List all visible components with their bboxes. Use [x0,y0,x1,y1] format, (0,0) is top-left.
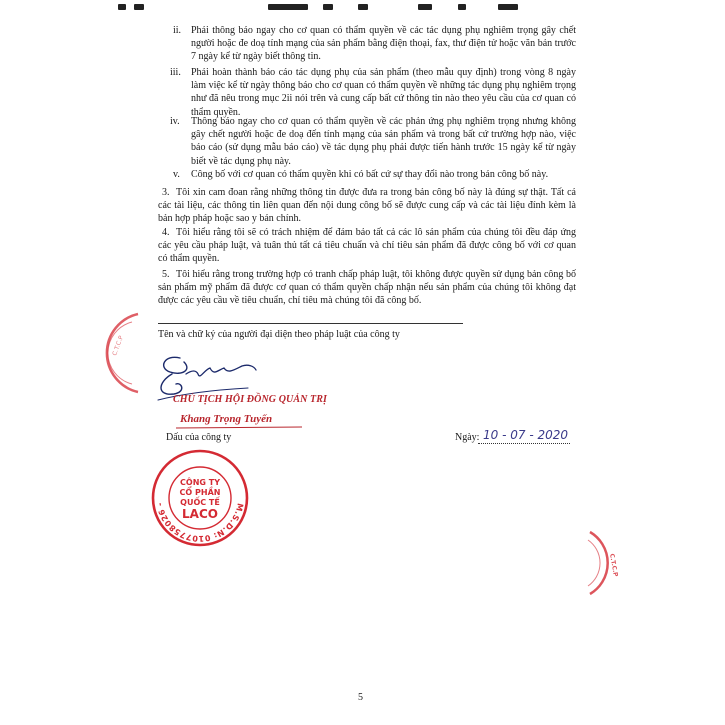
item-ii-number: ii. [173,25,182,36]
page-number: 5 [358,692,363,703]
paragraph-5-body: Tôi hiểu rằng trong trường hợp có tranh chấp pháp luật, tôi không được quyền sử dụng bản công bố sản phẩm mỹ phẩm đã được cơ quan có thẩm quyền chấp nhận nếu sản phẩm của chúng tôi không đạt được các yêu cầu về tiêu chuẩn, chỉ tiêu mà chúng tôi đã công bố. [158,269,576,307]
seal-ring-text: M.S.D.N: 0107758026 - C.T.C.P - [146,441,245,544]
seal-line-2: CỔ PHẦN [179,488,221,497]
item-iv-number: iv. [170,116,180,127]
signer-name: Khang Trọng Tuyến [180,413,273,425]
seal-line-4: LACO [182,507,218,521]
company-seal [146,441,250,548]
item-v-number: v. [173,169,180,180]
seal-line-1: CÔNG TY [180,478,220,487]
signer-title: CHỦ TỊCH HỘI ĐỒNG QUẢN TRỊ [173,394,328,405]
date-label: Ngày: [455,432,480,443]
item-v-text: Công bố với cơ quan có thẩm quyền khi có bất cứ sự thay đổi nào trong bản công bố này. [191,169,549,180]
paragraph-4-text [158,226,576,266]
signature-separator [158,323,463,324]
paragraph-3-body: Tôi xin cam đoan rằng những thông tin được đưa ra trong bản công bố này là đúng sự thật. Tất cả các tài liệu, các thông tin liên quan đến nội dung công bố sẽ được cung cấp và các tài liệu đính kèm là bản hợp pháp hoặc sao y bản chính. [158,187,576,225]
item-iii-number: iii. [170,67,181,78]
svg-text:C.T.C.P: C.T.C.P [111,334,125,357]
partial-stamp-right [586,528,620,598]
seal-line-3: QUỐC TẾ [180,498,220,507]
item-ii-text: Phải thông báo ngay cho cơ quan có thẩm quyền về các tác dụng phụ nghiêm trọng gây chết người hoặc đe doạ tính mạng của sản phẩm bằng điện thoại, fax, thư điện tử hoặc văn bản trước 7 ngày kể từ ngày biết thông tin. [191,25,576,63]
paragraph-4-body: Tôi hiểu rằng tôi sẽ có trách nhiệm để đảm bảo tất cả các lô sản phẩm của chúng tôi đều đáp ứng các yêu cầu pháp luật, và tuân thủ tất cả tiêu chuẩn và chỉ tiêu sản phẩm đã được công bố với cơ quan có thẩm quyền. [158,227,576,265]
item-iv-text: Thông báo ngay cho cơ quan có thẩm quyền về các phản ứng phụ nghiêm trọng nhưng không gây chết người hoặc đe doạ đến tính mạng của sản phẩm và trong bất cứ trường hợp nào, việc báo cáo (sử dụng mẫu báo cáo) về tác dụng phụ phải được tiến hành trước 15 ngày kể từ ngày biết về tác dụng phụ này. [191,116,576,167]
paragraph-3-number: 3. [162,187,170,198]
paragraph-5-number: 5. [162,269,170,280]
partial-stamp-left [108,308,148,398]
paragraph-5-text [158,268,576,308]
cropped-header-marks [118,0,718,16]
paragraph-4-number: 4. [162,227,170,238]
signer-name-underline [176,425,306,431]
date-value: 10 - 07 - 2020 [483,428,568,442]
svg-text:C.T.C.P: C.T.C.P [608,553,619,578]
item-iii-text: Phải hoàn thành báo cáo tác dụng phụ của sản phẩm (theo mẫu quy định) trong vòng 8 ngày làm việc kể từ ngày thông báo cho cơ quan có thẩm quyền về những tác dụng phụ nghiêm trọng như đã nêu trong mục 2ii nói trên và cung cấp bất cứ thông tin nào theo yêu cầu của cơ quan có thẩm quyền. [191,67,576,118]
representative-label: Tên và chữ ký của người đại diện theo pháp luật của công ty [158,329,400,340]
company-stamp-label: Dấu của công ty [166,432,232,443]
date-dotted-line [478,443,570,444]
paragraph-3-text [158,186,576,226]
